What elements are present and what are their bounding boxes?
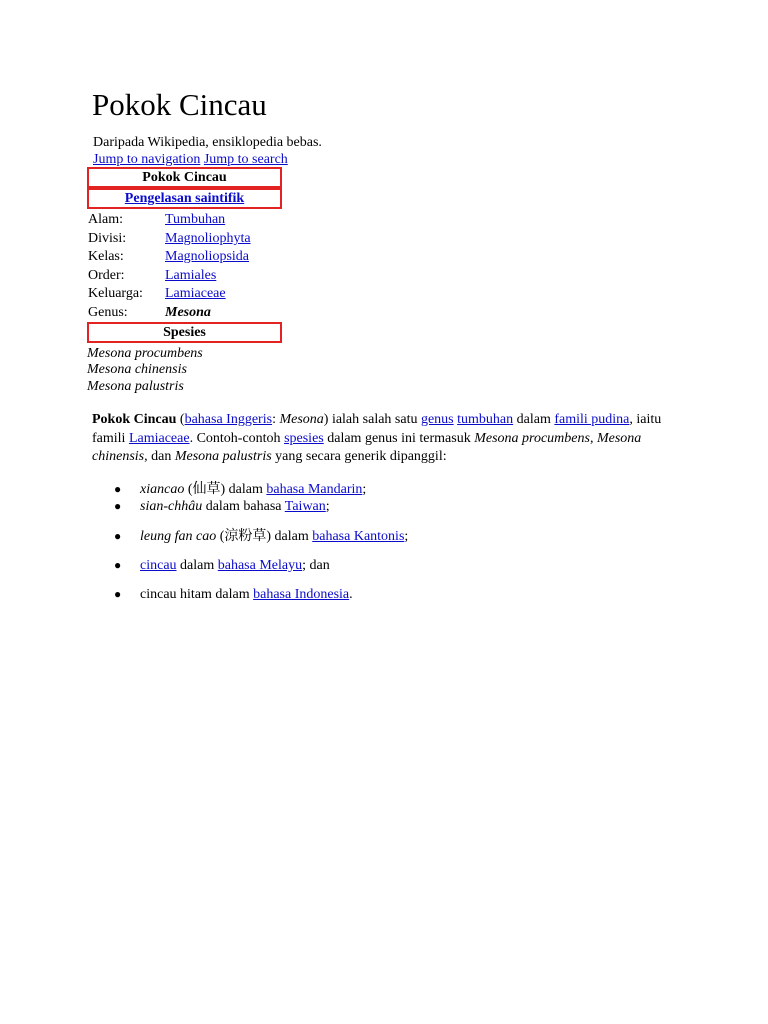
text: . [349, 587, 353, 602]
text: dalam [176, 558, 218, 573]
taxonomy-label: Genus: [88, 305, 128, 320]
taxonomy-link-family[interactable]: Lamiaceae [165, 286, 226, 301]
text: , [589, 430, 597, 446]
taxonomy-label: Alam: [88, 212, 123, 227]
text: : [272, 412, 280, 427]
intro-paragraph [92, 411, 672, 467]
term-name: sian-chhâu [140, 499, 203, 514]
term-latin: Mesona [279, 412, 324, 427]
link-bahasa-mandarin[interactable]: bahasa Mandarin [266, 482, 363, 497]
link-bahasa-inggeris[interactable]: bahasa Inggeris [184, 412, 273, 427]
bullet-icon: ● [114, 587, 122, 601]
text: dalam bahasa [202, 499, 285, 514]
infobox-title: Pokok Cincau [87, 167, 282, 188]
text: (涼粉草) dalam [216, 529, 313, 544]
taxonomy-value-genus: Mesona [165, 305, 211, 320]
text: dalam genus ini termasuk [323, 430, 475, 446]
taxonomy-link-order[interactable]: Lamiales [165, 268, 217, 283]
text: ; [325, 499, 330, 514]
list-item [114, 498, 330, 515]
bullet-icon: ● [114, 482, 122, 496]
link-famili-pudina[interactable]: famili pudina [554, 412, 630, 427]
list-item [114, 586, 353, 603]
list-item [114, 557, 330, 574]
text: ; [404, 529, 409, 544]
taxonomy-link-class[interactable]: Magnoliopsida [165, 249, 249, 264]
species-item: Mesona procumbens [87, 346, 203, 361]
text: ; [362, 482, 367, 497]
link-bahasa-kantonis[interactable]: bahasa Kantonis [312, 529, 405, 544]
jump-to-navigation-link[interactable]: Jump to navigation [93, 152, 201, 167]
taxonomy-link-division[interactable]: Magnoliophyta [165, 231, 251, 246]
intro-term: Pokok Cincau [92, 412, 177, 427]
classification-link[interactable]: Pengelasan saintifik [124, 191, 245, 206]
page-title: Pokok Cincau [92, 87, 267, 122]
species-name: Mesona palustris [174, 449, 272, 464]
text: cincau hitam dalam [140, 587, 254, 602]
jump-links [93, 151, 288, 168]
link-tumbuhan[interactable]: tumbuhan [457, 412, 514, 427]
list-item [114, 481, 366, 498]
text: ; dan [302, 558, 330, 573]
link-lamiaceae[interactable]: Lamiaceae [128, 430, 190, 446]
text: , dan [144, 449, 175, 464]
taxonomy-link-kingdom[interactable]: Tumbuhan [165, 212, 226, 227]
text: (仙草) dalam [184, 482, 267, 497]
infobox-classification-header [87, 188, 282, 209]
page-tagline: Daripada Wikipedia, ensiklopedia bebas. [93, 135, 322, 150]
taxonomy-label: Order: [88, 268, 125, 283]
link-bahasa-indonesia[interactable]: bahasa Indonesia [253, 587, 350, 602]
infobox-species-header: Spesies [87, 322, 282, 343]
taxonomy-label: Divisi: [88, 231, 127, 246]
taxonomy-label: Keluarga: [88, 286, 143, 301]
species-item: Mesona chinensis [87, 362, 187, 377]
text: , iaitu famili [92, 412, 662, 446]
bullet-icon: ● [114, 558, 122, 572]
jump-to-search-link[interactable]: Jump to search [203, 152, 288, 167]
species-name: Mesona procumbens [474, 430, 590, 446]
bullet-icon: ● [114, 529, 122, 543]
bullet-icon: ● [114, 499, 122, 513]
term-name: leung fan cao [140, 529, 217, 544]
species-item: Mesona palustris [87, 379, 184, 394]
text: yang secara generik dipanggil: [271, 449, 447, 464]
link-cincau[interactable]: cincau [140, 558, 177, 573]
text: dalam [513, 412, 555, 427]
text: . Contoh-contoh [189, 430, 285, 446]
text: ( [176, 412, 185, 427]
link-genus[interactable]: genus [420, 412, 454, 427]
list-item [114, 528, 408, 545]
text: ) ialah salah satu [323, 412, 421, 427]
link-spesies[interactable]: spesies [284, 430, 324, 446]
taxonomy-label: Kelas: [88, 249, 124, 264]
link-taiwan[interactable]: Taiwan [284, 499, 326, 514]
link-bahasa-melayu[interactable]: bahasa Melayu [217, 558, 303, 573]
term-name: xiancao [140, 482, 185, 497]
species-name: Mesona chinensis [92, 430, 642, 464]
